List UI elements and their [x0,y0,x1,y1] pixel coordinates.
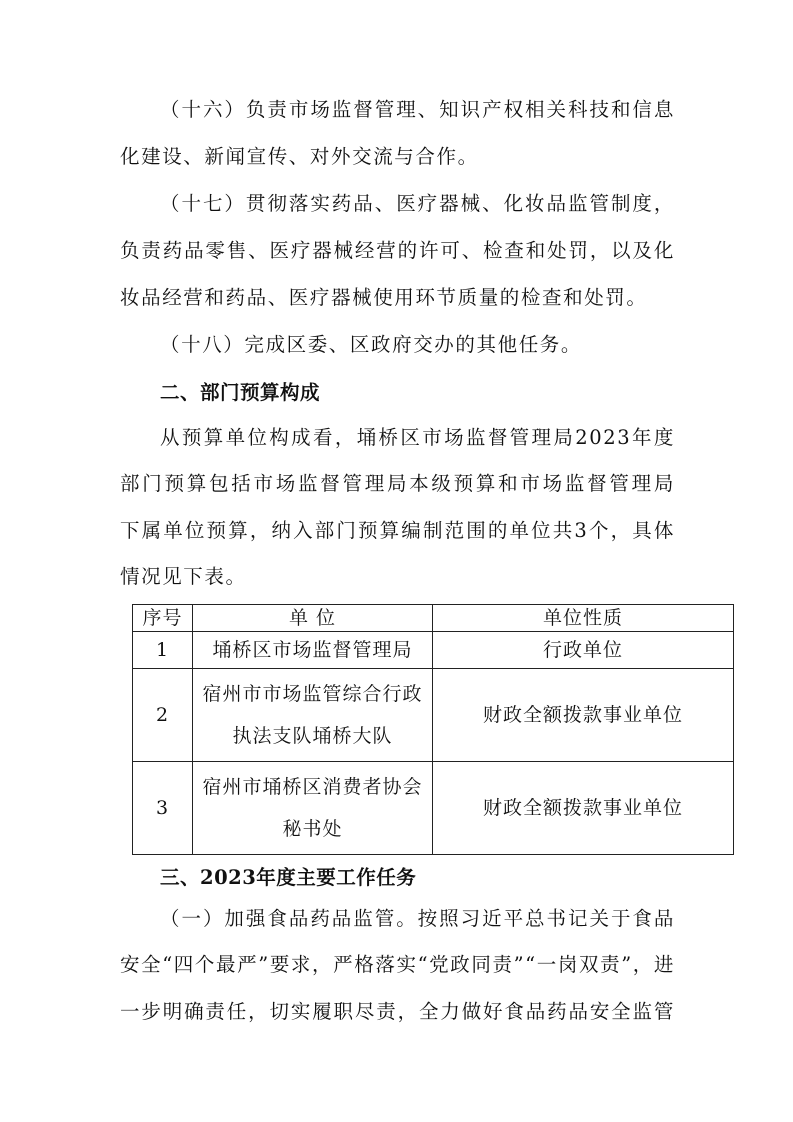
header-unit: 单 位 [193,605,433,632]
cell-unit-name: 宿州市埇桥区消费者协会秘书处 [202,776,423,840]
table-row [133,632,734,669]
cell-no: 3 [133,762,193,855]
section-3-heading: 三、2023年度主要工作任务 [160,866,417,889]
paragraph-17-line-3: 妆品经营和药品、医疗器械使用环节质量的检查和处罚。 [120,286,648,309]
table-header-row [133,605,734,632]
section-3-line-2: 安全“四个最严”要求，严格落实“党政同责”“一岗双责”，进 [120,953,675,976]
section-2-line-2: 部门预算包括市场监督管理局本级预算和市场监督管理局 [120,472,675,495]
section-3-line-3: 一步明确责任，切实履职尽责，全力做好食品药品安全监管 [120,1000,675,1023]
budget-units-table [132,604,734,855]
cell-unit-name-wrap [193,762,433,855]
section-2-line-3: 下属单位预算，纳入部门预算编制范围的单位共3个，具体 [120,519,675,542]
section-3-line-1: （一）加强食品药品监管。按照习近平总书记关于食品 [160,907,675,930]
cell-unit-name: 埇桥区市场监督管理局 [193,632,433,669]
paragraph-17-line-2: 负责药品零售、医疗器械经营的许可、检查和处罚，以及化 [120,239,675,262]
section-2-line-1: 从预算单位构成看，埇桥区市场监督管理局2023年度 [160,426,675,449]
table-row [133,669,734,762]
paragraph-18-line-1: （十八）完成区委、区政府交办的其他任务。 [160,333,583,356]
cell-unit-name: 宿州市市场监管综合行政执法支队埇桥大队 [202,683,423,747]
cell-unit-type: 行政单位 [433,632,734,669]
paragraph-16-line-2: 化建设、新闻宣传、对外交流与合作。 [120,145,479,168]
cell-unit-type: 财政全额拨款事业单位 [433,762,734,855]
header-unit-type: 单位性质 [433,605,734,632]
cell-no: 1 [133,632,193,669]
section-2-heading: 二、部门预算构成 [160,381,321,404]
paragraph-16-line-1: （十六）负责市场监督管理、知识产权相关科技和信息 [160,98,675,121]
section-2-line-4: 情况见下表。 [120,565,247,588]
header-no: 序号 [133,605,193,632]
table-row [133,762,734,855]
cell-no: 2 [133,669,193,762]
cell-unit-name-wrap [193,669,433,762]
paragraph-17-line-1: （十七）贯彻落实药品、医疗器械、化妆品监管制度， [160,192,675,215]
cell-unit-type: 财政全额拨款事业单位 [433,669,734,762]
